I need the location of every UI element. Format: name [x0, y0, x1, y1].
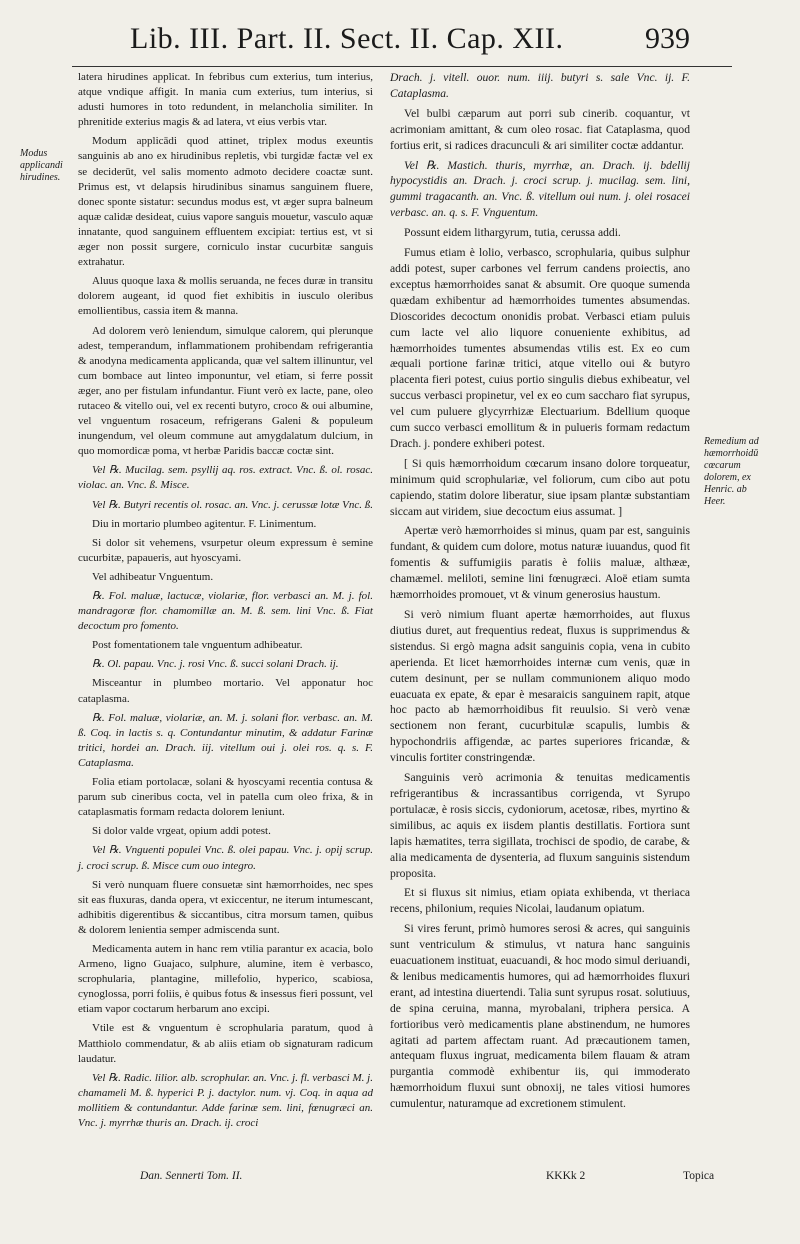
paragraph: Et si fluxus sit nimius, etiam opiata exhibenda, vt theriaca recens, philonium, requies Nicolai, laudanum opiatum.: [390, 886, 690, 916]
recipe: Vel ℞. Mucilag. sem. psyllij aq. ros. extract. Vnc. ß. ol. rosac. violac. an. Vnc. ß. Misce.: [78, 464, 373, 492]
paragraph: Misceantur in plumbeo mortario. Vel apponatur hoc cataplasma.: [78, 677, 373, 705]
paragraph: Diu in mortario plumbeo agitentur. F. Linimentum.: [92, 517, 317, 530]
recipe: Vel ℞. Butyri recentis ol. rosac. an. Vnc. j. cerussæ lotæ Vnc. ß.: [92, 498, 373, 511]
paragraph: Folia etiam portolacæ, solani & hyoscyami recentia contusa & parum sub cineribus cocta, vel in patella cum oleo frixa, & in cataplasmatis formam redacta dolorem leniunt.: [78, 776, 373, 819]
paragraph: Si verò nimium fluant apertæ hæmorrhoides, aut fluxus diutius duret, aut frequentius redeat, fluxus is supprimendus & sistendus. Si ergò magna adsit sanguinis copia, vena in cubito aperienda. Et licet hæmorrhoides internæ cum venis, quæ in cutem desinunt, per se nullam communionem aliquo modo euacuata ex epate, & epar è mesaraicis sanguinem rapit, atque hoc pacto ab hæmorrhoidibus fit reuulsio. Si verò venæ sectionem non ferant, cucurbitulæ scapulis, lumbis & hypochondriis affigendæ, ac partes superiores fricandæ, & vinculis fortiter constringendæ.: [390, 608, 690, 765]
page-number: 939: [645, 22, 690, 55]
footer-catchword: Topica: [683, 1170, 715, 1182]
margin-note-left: Modus applicandi hirudines.: [20, 148, 63, 183]
left-column: [78, 70, 373, 1135]
paragraph: Si verò nunquam fluere consuetæ sint hæmorrhoides, nec spes sit eas fluxuras, danda opera, vt exiccentur, ne iterum intumescant, adhibitis digerentibus & siccantibus, citra morsum tamen, quibus & dolorem lenientia semper admiscenda sunt.: [78, 878, 373, 936]
recipe: Vel ℞. Mastich. thuris, myrrhæ, an. Drach. ij. bdellij hypocystidis an. Drach. j. croci scrup. j. mucilag. sem. lini, gummi tragacanth. an. Vnc. ß. vitellum oui num. j. olei rosacei verbasc. an. q. s. F. Vnguentum.: [390, 158, 690, 220]
margin-note-right: Remedium ad hæmorrhoidū cœcarum dolorem, ex Henric. ab Heer.: [704, 436, 759, 507]
paragraph: Medicamenta autem in hanc rem vtilia parantur ex acacia, bolo Armeno, ligno Guajaco, sulphure, alumine, item è verbasco, scrophularia, plantagine, millefolio, hyperico, scabiosa, cynoglossa, porri foliis, è quibus fotus & insessus fieri possunt, vel etiam vapor coctarum herbarum ano excipi.: [78, 942, 373, 1016]
paragraph: Possunt eidem lithargyrum, tutia, cerussa addi.: [404, 226, 621, 240]
paragraph: [ Si quis hæmorrhoidum cœcarum insano dolore torqueatur, minimum quid scrophulariæ, vel foliorum, cum cibo aut potu capiendo, statim dolore liberatur, siue ipsam plantæ substantiam siccam aut viridem, siue decoctum eius assumat. ]: [390, 456, 690, 518]
header-rule: [72, 66, 732, 67]
paragraph: Aluus quoque laxa & mollis seruanda, ne feces duræ in transitu dolorem augeant, id quod fiet exhibitis in iusculo oleribus emollientibus, cassia item & manna.: [78, 275, 373, 318]
paragraph: Vel adhibeatur Vnguentum.: [92, 570, 214, 583]
running-header: [130, 22, 690, 56]
recipe: ℞. Ol. papau. Vnc. j. rosi Vnc. ß. succi solani Drach. ij.: [92, 658, 339, 671]
recipe: ℞. Fol. maluæ, lactucæ, violariæ, flor. verbasci an. M. j. fol. mandragoræ flor. chamomillæ an. M. ß. sem. lini Vnc. ß. Fiat decoctum pro fomento.: [78, 590, 373, 633]
right-column: [390, 70, 690, 1116]
paragraph: Post fomentationem tale vnguentum adhibeatur.: [92, 639, 303, 652]
recipe: Vel ℞. Vnguenti populei Vnc. ß. olei papau. Vnc. j. opij scrup. j. croci scrup. ß. Misce cum ouo integro.: [78, 844, 373, 872]
paragraph: Modum applicādi quod attinet, triplex modus exeuntis sanguinis ab ano ex hirudinibus repletis, vbi turgidæ factæ vel ex se deciderūt, vel salis momento admoto decidere coactæ sunt. Primus est, vt delapsis hirudinibus sinamus sanguinem fluere, donec sponte sistatur: secundus modus est, vt æger supra balneum aquæ calidæ desideat, cuius vapore sanguis mouetur, vasculo aquæ innatante, quod sanguinem effluentem excipiat: tertius est, vt si æger non possit surgere, corniculo instar cucurbitæ sanguis extrahatur.: [78, 135, 373, 269]
paragraph: Apertæ verò hæmorrhoides si minus, quam par est, sanguinis fundant, & quidem cum dolore, motus naturæ iuuandus, quod fit fomentis & suffumigiis paratis è foliis maluæ, althææ, chamæmel. meliloti, semine lini fœnugræci. Aloë etiam sumta hæmorrhoides promouet, vt & vinum generosius haustum.: [390, 524, 690, 602]
paragraph: Sanguinis verò acrimonia & tenuitas medicamentis refrigerantibus & incrassantibus corrigenda, vt Syrupo portulacæ, è rosis siccis, cydoniorum, acetosæ, ribes, myrtino & similibus, ac aquis ex iisdem plantis destillatis. Fortiora sunt lapis hæmatites, terra sigillata, trochisci de spodio, de carabe, & alia medicamenta de dysenteria, ad fluxum sanguinis sistendum proposita.: [390, 771, 690, 880]
recipe: ℞. Fol. maluæ, violariæ, an. M. j. solani flor. verbasc. an. M. ß. Coq. in lactis s. q. Contundantur minutim, & addatur Farinæ tritici, hordei an. Drach. iij. vitellum oui j. olei ros. q. s. F. Cataplasma.: [78, 711, 373, 769]
paragraph: Si dolor valde vrgeat, opium addi potest.: [92, 825, 271, 838]
recipe: Drach. j. vitell. ouor. num. iiij. butyri s. sale Vnc. ij. F. Cataplasma.: [390, 71, 690, 100]
paragraph: Si dolor sit vehemens, vsurpetur oleum expressum è semine cucurbitæ, papaueris, aut hyoscyami.: [78, 536, 373, 564]
paragraph: latera hirudines applicat. In febribus cum exterius, tum interius, atque vndique affigit. In mania cum exterius, tum interius, si adusti humores in toto redundent, in melancholia similiter. In phrenitide exterius magis & ad latera, vt eius verbis vtar.: [78, 71, 373, 129]
paragraph: Ad dolorem verò leniendum, simulque calorem, qui plerunque adest, temperandum, inflammationem prohibendam refrigerantia & anodyna medicamenta applicanda, quæ vel saltem illinuntur, vel cum bombace aut linteo imponuntur, vel etiam, si ferre possit æger, ano per fistulam infundantur. Fiunt verò ex lacte, pane, oleo rutaceo & vitello oui, vel ex recenti butyro, croco & oui albumine, vel vnguentum rosaceum, refrigerans Galeni & populeum inungendum, vel oleum commune aut amygdalatum dulcium, in quo momordicæ poma, vt herbæ Paridis baccæ coctæ sint.: [78, 324, 373, 458]
footer-signature: KKKk 2: [546, 1170, 586, 1182]
footer-author: Dan. Sennerti Tom. II.: [140, 1170, 243, 1182]
paragraph: Vtile est & vnguentum è scrophularia paratum, quod à Matthiolo commendatur, & ab aliis etiam ob signaturam radicum laudatur.: [78, 1022, 373, 1065]
paragraph: Fumus etiam è lolio, verbasco, scrophularia, quibus sulphur addi potest, super carbones vel ferrum candens proiectis, ano exceptus hæmorrhoides sanat & absumit. Ore quoque sumenda quædam exhibentur ad hæmorrhoides tumentes absumendas. Dioscorides decoctum ononidis probat. Verbasci etiam puluis cum lacte vel alio liquore conueniente exhibitus, ad hæmorrhoides tumentes absumendas vtilis est. Ex eo cum æquali portione farinæ tritici, atque vitello oui & butyro placenta fieri potest, cuius portio singulis diebus exhibeatur, vel succus verbasci propinetur, vel ex eo cum saccharo fiat syrupus, vel cum puluere glycyrrhizæ Electuarium. Bdellium quoque cum succo verbasci emollitum & in pulueris formam redactum Drach. j. pondere exhiberi potest.: [390, 246, 690, 450]
paragraph: Vel bulbi cæparum aut porri sub cinerib. coquantur, vt acrimoniam amittant, & cum oleo rosac. fiat Cataplasma, quod fortius erit, si radices dracunculi & ari similiter coctæ addantur.: [390, 106, 690, 152]
paragraph: Si vires ferunt, primò humores serosi & acres, qui sanguinis sunt ventriculum & stimulus, vt natura hanc sanguinis euacuationem instituat, euacuandi, & hoc modo simul deriuandi, & lenibus medicamentis humores, qui ad hæmorrhoides fluxuri erant, ad intestina diuertendi. Talia sunt syrupus rosat. solutiuus, de spina ceruina, manna, myrobalani, triphera persica. A fortioribus verò medicamentis plane abstinendum, ne humores agitati ad partem affectam ruant. Ad præcautionem tamen, antequam fluxus ingruat, medicamenta bilem flauam & atram purgantia commodè exhibentur iis, qui immoderato hæmorrhoidum fluxui sunt obnoxij, ne tales vitiosi humores cumulentur, naturamque ad excretionem stimulent.: [390, 922, 690, 1111]
recipe: Vel ℞. Radic. lilior. alb. scrophular. an. Vnc. j. fl. verbasci M. j. chamameli M. ß. hyperici P. j. dactylor. num. vj. Coq. in aqua ad mollitiem & contundantur. Adde farinæ sem. lini, fœnugræci an. Vnc. j. myrrhæ thuris an. Drach. ij. croci: [78, 1071, 373, 1129]
header-title: Lib. III. Part. II. Sect. II. Cap. XII.: [130, 22, 564, 55]
